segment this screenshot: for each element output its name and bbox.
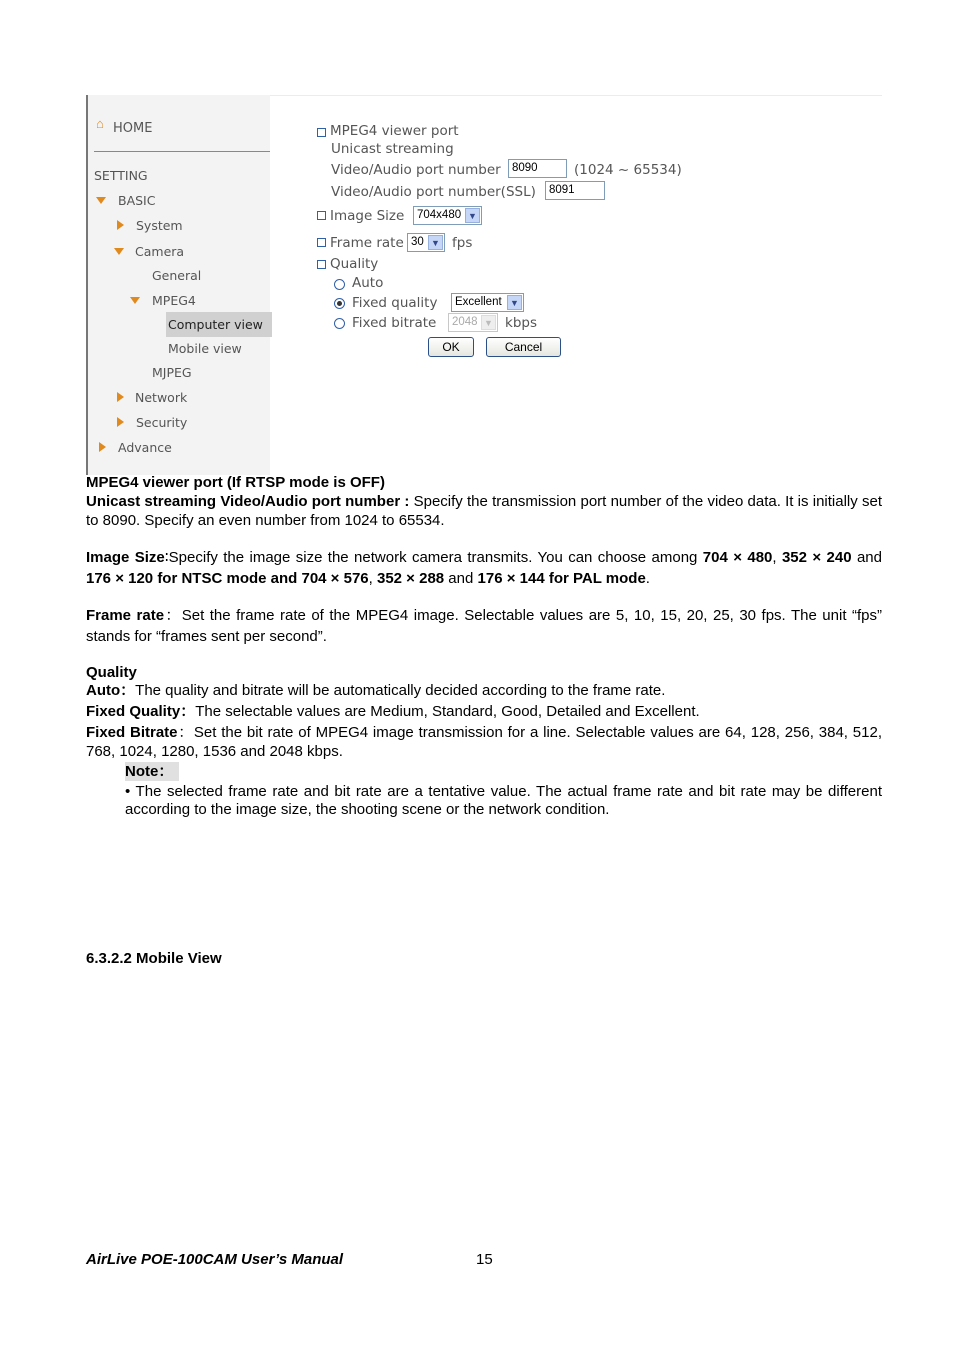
fixed-quality-radio[interactable] bbox=[334, 298, 345, 309]
mpeg4-viewer-port-checkbox[interactable] bbox=[317, 128, 326, 137]
fixed-quality-term: Fixed Quality： bbox=[86, 703, 196, 720]
fixed-quality-desc: The selectable values are Medium, Standard, Good, Detailed and Excellent. bbox=[195, 703, 700, 720]
image-size-desc: ∶Specify the image size the network camera transmits. You can choose among bbox=[164, 549, 703, 566]
image-size-term: Image Size bbox=[86, 549, 165, 566]
ssl-port-label: Video/Audio port number(SSL) bbox=[331, 184, 536, 200]
unicast-streaming-label: Unicast streaming bbox=[331, 141, 454, 157]
port-range-label: (1024 ~ 65534) bbox=[574, 162, 682, 178]
auto-label: Auto bbox=[352, 275, 384, 291]
fixed-quality-select[interactable] bbox=[451, 293, 524, 312]
image-size-checkbox[interactable] bbox=[317, 211, 326, 220]
unicast-paragraph bbox=[86, 492, 882, 530]
quality-label: Quality bbox=[330, 256, 379, 272]
mpeg4-viewer-port-label: MPEG4 viewer port bbox=[330, 123, 459, 139]
sidebar-item-mobile-view[interactable]: Mobile view bbox=[168, 341, 242, 356]
auto-radio[interactable] bbox=[334, 279, 345, 290]
kbps-unit-label: kbps bbox=[505, 315, 537, 331]
size-352x240: 352 × 240 bbox=[781, 549, 852, 566]
sidebar-divider bbox=[94, 151, 270, 152]
viewer-port-heading: MPEG4 viewer port (If RTSP mode is OFF) bbox=[86, 474, 385, 491]
sidebar-item-advance[interactable]: Advance bbox=[118, 440, 172, 455]
auto-desc: The quality and bitrate will be automatically decided according to the frame rate. bbox=[135, 682, 666, 699]
sidebar-item-home[interactable]: HOME bbox=[113, 121, 153, 136]
fixed-quality-label: Fixed quality bbox=[352, 295, 438, 311]
fps-unit-label: fps bbox=[452, 235, 473, 251]
sidebar-item-mjpeg[interactable]: MJPEG bbox=[152, 365, 192, 380]
frame-rate-checkbox[interactable] bbox=[317, 238, 326, 247]
chevron-down-icon: ▼ bbox=[428, 235, 443, 250]
size-176x144-pal: 176 × 144 for PAL mode bbox=[477, 570, 646, 587]
manual-title: AirLive POE-100CAM User’s Manual bbox=[86, 1251, 344, 1268]
sidebar-item-system[interactable]: System bbox=[136, 218, 183, 233]
mobile-view-section-heading: 6.3.2.2 Mobile View bbox=[86, 950, 222, 967]
fixed-bitrate-paragraph bbox=[86, 723, 882, 761]
frame-rate-select[interactable] bbox=[407, 233, 445, 252]
chevron-down-icon: ▼ bbox=[507, 295, 522, 310]
frame-rate-term: Frame rate bbox=[86, 607, 165, 624]
and-text: and bbox=[851, 549, 882, 566]
chevron-down-icon: ▼ bbox=[465, 208, 480, 223]
sidebar-item-setting[interactable]: SETTING bbox=[94, 168, 148, 183]
chevron-right-icon bbox=[99, 442, 106, 452]
quality-heading: Quality bbox=[86, 664, 137, 681]
port-input[interactable]: 8090 bbox=[508, 159, 567, 178]
auto-paragraph bbox=[86, 681, 882, 700]
unicast-term: Unicast streaming Video/Audio port number : bbox=[86, 493, 410, 510]
image-size-select[interactable] bbox=[413, 206, 482, 225]
frame-rate-paragraph bbox=[86, 605, 882, 647]
note-text: • The selected frame rate and bit rate are a tentative value. The actual frame rate and bit rate may be different according to the image size, the shooting scene or the network condition. bbox=[125, 783, 882, 818]
period: . bbox=[645, 570, 650, 587]
fixed-bitrate-select[interactable] bbox=[448, 313, 498, 332]
fixed-quality-value: Excellent bbox=[455, 296, 502, 308]
fixed-bitrate-value: 2048 bbox=[452, 316, 478, 328]
chevron-down-icon bbox=[130, 297, 140, 304]
note-label: Note： bbox=[125, 762, 179, 781]
unicast-desc: Specify the transmission port number of the video data. It is initially set to 8090. Specify an even number from 1024 to 65534. bbox=[86, 493, 882, 529]
frame-rate-desc: ：Set the frame rate of the MPEG4 image. Selectable values are 5, 10, 15, 20, 25, 30 fps. The unit “fps” stands for “frames sent per second”. bbox=[86, 607, 882, 645]
cancel-button[interactable]: Cancel bbox=[486, 337, 561, 357]
port-label: Video/Audio port number bbox=[331, 162, 501, 178]
fixed-quality-paragraph bbox=[86, 702, 882, 721]
fixed-bitrate-desc: ：Set the bit rate of MPEG4 image transmission for a line. Selectable values are 64, 128, 256, 384, 512, 768, 1024, 1280, 1536 and 2048 kbps. bbox=[86, 724, 882, 760]
size-ntsc-176-pal-704: 176 × 120 for NTSC mode and 704 × 576 bbox=[86, 570, 369, 587]
fixed-bitrate-radio[interactable] bbox=[334, 318, 345, 329]
chevron-down-icon bbox=[114, 248, 124, 255]
fixed-bitrate-term: Fixed Bitrate bbox=[86, 724, 178, 741]
and-text: and bbox=[444, 570, 478, 587]
fixed-bitrate-label: Fixed bitrate bbox=[352, 315, 437, 331]
ssl-port-input[interactable]: 8091 bbox=[545, 181, 605, 200]
image-size-label: Image Size bbox=[330, 208, 405, 224]
chevron-right-icon bbox=[117, 417, 124, 427]
size-704x480: 704 × 480 bbox=[702, 549, 773, 566]
sidebar bbox=[86, 95, 270, 475]
note-label-wrap bbox=[125, 762, 179, 781]
chevron-right-icon bbox=[117, 220, 124, 230]
comma: , bbox=[368, 570, 377, 587]
page-number: 15 bbox=[476, 1251, 493, 1268]
frame-rate-value: 30 bbox=[411, 236, 424, 248]
comma: , bbox=[772, 549, 782, 566]
sidebar-item-basic[interactable]: BASIC bbox=[118, 193, 156, 208]
image-size-value: 704x480 bbox=[417, 209, 462, 221]
sidebar-item-computer-view[interactable]: Computer view bbox=[168, 317, 263, 332]
chevron-down-icon bbox=[96, 197, 106, 204]
sidebar-item-network[interactable]: Network bbox=[135, 390, 188, 405]
ok-button[interactable]: OK bbox=[428, 337, 474, 357]
home-icon: ⌂ bbox=[96, 116, 104, 131]
sidebar-item-mpeg4[interactable]: MPEG4 bbox=[152, 293, 196, 308]
sidebar-item-general[interactable]: General bbox=[152, 268, 202, 283]
sidebar-item-security[interactable]: Security bbox=[136, 415, 188, 430]
auto-term: Auto： bbox=[86, 682, 136, 699]
chevron-right-icon bbox=[117, 392, 124, 402]
sidebar-item-camera[interactable]: Camera bbox=[135, 244, 185, 259]
quality-checkbox[interactable] bbox=[317, 260, 326, 269]
settings-screenshot bbox=[86, 95, 882, 475]
image-size-paragraph bbox=[86, 547, 882, 589]
chevron-down-icon: ▼ bbox=[481, 315, 496, 330]
frame-rate-label: Frame rate bbox=[330, 235, 404, 251]
size-352x288: 352 × 288 bbox=[376, 570, 445, 587]
